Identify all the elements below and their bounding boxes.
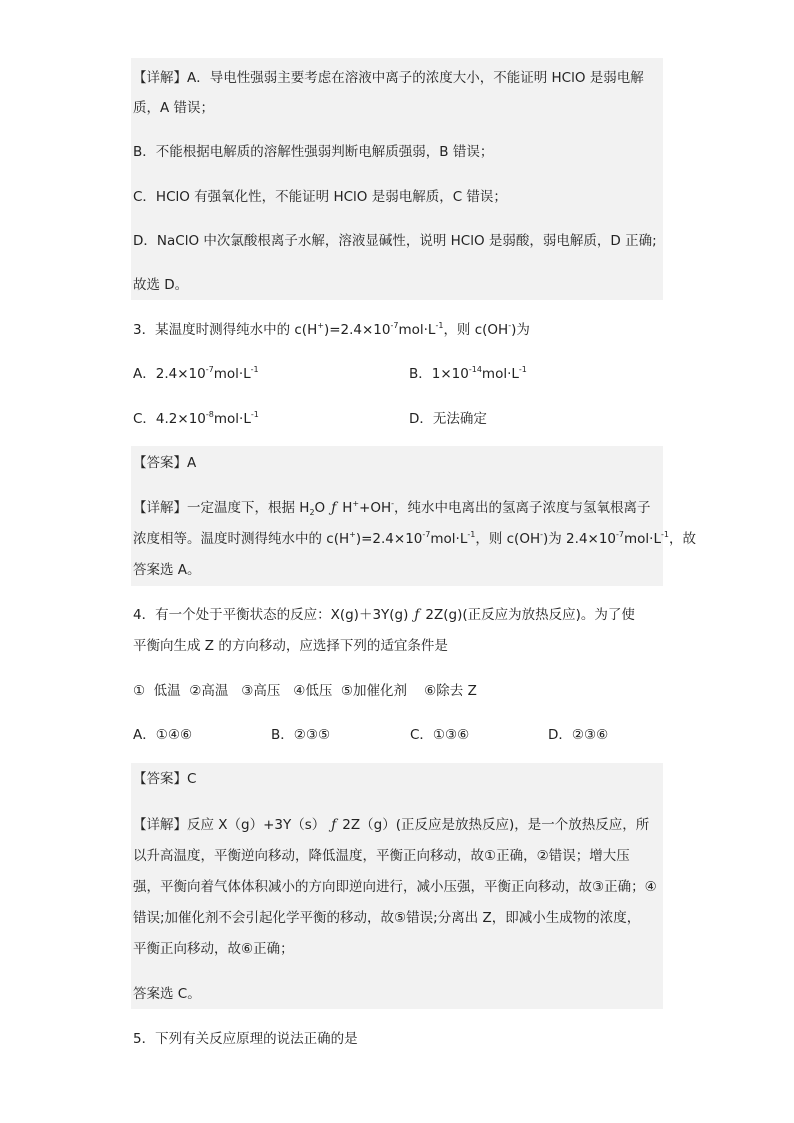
sup: -1 <box>518 365 527 374</box>
text: H <box>342 500 353 516</box>
equilibrium-symbol: ƒ <box>331 500 337 516</box>
q3-opt-unit: mol·L <box>213 411 251 427</box>
q3-option-b <box>409 364 527 384</box>
block1-line-1: 【详解】A．导电性强弱主要考虑在溶液中离子的浓度大小，不能证明 HClO 是弱电解 <box>133 70 644 86</box>
text: 【详解】一定温度下，根据 H <box>133 500 310 516</box>
sup: - <box>508 321 512 330</box>
q3-explanation-line-1 <box>133 498 651 518</box>
question-4-stem-line-2: 平衡向生成 Z 的方向移动，应选择下列的适宜条件是 <box>133 638 448 654</box>
sup: -1 <box>661 530 669 539</box>
q3-option-c <box>133 409 259 429</box>
q3-explanation-line-3: 答案选 A。 <box>133 562 201 578</box>
text: 【详解】反应 X（g）+3Y（s） <box>133 817 326 833</box>
q4-option-d: D．②③⑥ <box>548 727 609 743</box>
text: ，则 c(OH <box>475 531 541 547</box>
q3-stem-part: )为 <box>511 322 530 338</box>
sup: -1 <box>250 410 259 419</box>
question-4-stem-line-1 <box>133 605 635 625</box>
text: 2Z（g）(正反应是放热反应)，是一个放热反应，所 <box>342 817 650 833</box>
q3-opt-text: B．1×10 <box>409 366 469 382</box>
q3-opt-unit: mol·L <box>481 366 519 382</box>
text: mol·L <box>624 531 661 547</box>
text: )为 2.4×10 <box>543 531 617 547</box>
text: )=2.4×10 <box>355 531 423 547</box>
explanation-block-1 <box>131 58 663 300</box>
sup: - <box>540 530 543 539</box>
block1-line-3: B．不能根据电解质的溶解性强弱判断电解质强弱，B 错误； <box>133 144 494 160</box>
equilibrium-symbol: ƒ <box>331 817 337 833</box>
sup: - <box>391 499 395 508</box>
sup: -1 <box>435 321 444 330</box>
q3-explanation-line-2 <box>133 529 696 549</box>
text: ，故 <box>668 531 696 547</box>
sub: 2 <box>309 508 315 517</box>
q4-option-c: C．①③⑥ <box>410 727 470 743</box>
sup: -7 <box>390 321 399 330</box>
text: 4．有一个处于平衡状态的反应：X(g)＋3Y(g) <box>133 607 409 623</box>
q4-explanation-line-5: 平衡正向移动，故⑥正确； <box>133 941 294 957</box>
sup: -7 <box>422 530 431 539</box>
block1-line-2: 质，A 错误； <box>133 100 215 116</box>
block1-line-4: C．HClO 有强氧化性，不能证明 HClO 是弱电解质，C 错误； <box>133 189 507 205</box>
q3-stem-part: )=2.4×10 <box>323 322 391 338</box>
q4-explanation-line-2: 以升高温度，平衡逆向移动，降低温度，平衡正向移动，故①正确，②错误；增大压 <box>133 848 630 864</box>
q4-conditions: ① 低温 ②高温 ③高压 ④低压 ⑤加催化剂 ⑥除去 Z <box>133 683 477 699</box>
q4-explanation-line-3: 强，平衡向着气体体积减小的方向即逆向进行，减小压强，平衡正向移动，故③正确；④ <box>133 879 657 895</box>
q4-explanation-line-1 <box>133 815 649 835</box>
sup: + <box>317 321 324 330</box>
sup: + <box>349 530 356 539</box>
q4-answer: 【答案】C <box>133 771 197 787</box>
sup: + <box>352 499 360 508</box>
sup: -7 <box>616 530 625 539</box>
text: 浓度相等。温度时测得纯水中的 c(H <box>133 531 350 547</box>
q4-explanation-line-6: 答案选 C。 <box>133 986 201 1002</box>
text: ，纯水中电离出的氢离子浓度与氢氧根离子 <box>394 500 651 516</box>
q4-option-b: B．②③⑤ <box>271 727 331 743</box>
sup: -1 <box>467 530 476 539</box>
q3-answer: 【答案】A <box>133 455 197 471</box>
q3-opt-text: A．2.4×10 <box>133 366 206 382</box>
q3-stem-part: mol·L <box>398 322 436 338</box>
q3-option-d: D．无法确定 <box>409 411 487 427</box>
q3-stem-part: ，则 c(OH <box>443 322 509 338</box>
equilibrium-symbol: ƒ <box>414 607 420 623</box>
sup: -8 <box>205 410 214 419</box>
block1-line-5: D．NaClO 中次氯酸根离子水解，溶液显碱性，说明 HClO 是弱酸，弱电解质，D 正确; <box>133 233 657 249</box>
sup: -1 <box>250 365 259 374</box>
sup: -14 <box>468 365 482 374</box>
q3-stem-part: 3．某温度时测得纯水中的 c(H <box>133 322 318 338</box>
block1-line-6: 故选 D。 <box>133 277 189 293</box>
question-5-stem: 5．下列有关反应原理的说法正确的是 <box>133 1031 358 1047</box>
q4-explanation-line-4: 错误;加催化剂不会引起化学平衡的移动，故⑤错误;分离出 Z，即减小生成物的浓度， <box>133 910 641 926</box>
question-3-stem <box>133 320 530 340</box>
text: mol·L <box>430 531 468 547</box>
sup: -7 <box>205 365 214 374</box>
text: O <box>314 500 326 516</box>
q3-opt-unit: mol·L <box>213 366 251 382</box>
text: +OH <box>359 500 392 516</box>
q4-option-a: A．①④⑥ <box>133 727 193 743</box>
q3-option-a <box>133 364 259 384</box>
q3-opt-text: C．4.2×10 <box>133 411 206 427</box>
text: 2Z(g)(正反应为放热反应)。为了使 <box>425 607 635 623</box>
